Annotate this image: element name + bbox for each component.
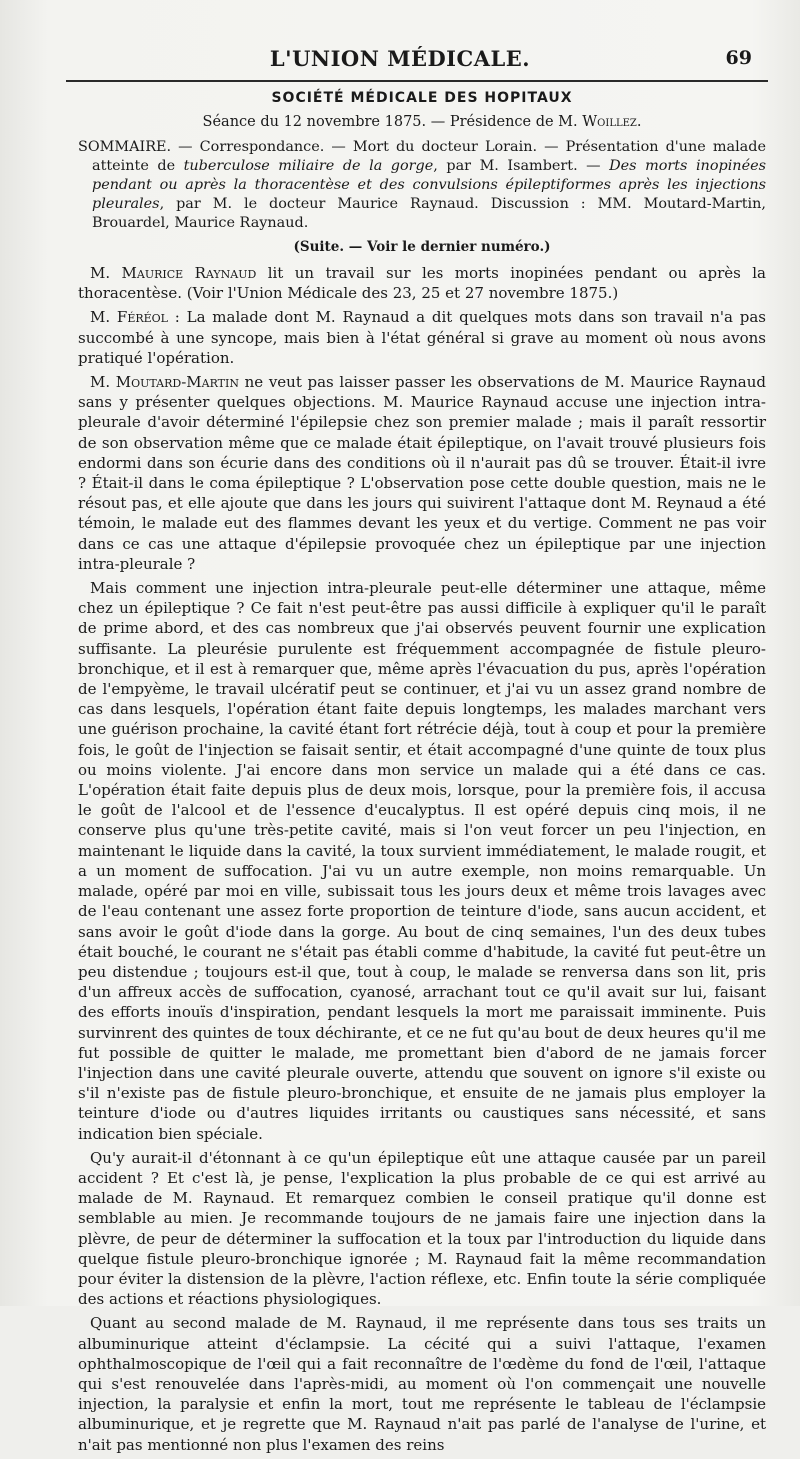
paragraph-text: Qu'y aurait-il d'étonnant à ce qu'un épileptique eût une attaque causée par un pareil accident ? Et c'est là, je pense, l'explication la plus probable de ce qui est arrivé au malade de M. Raynaud. Et remarquez combien le conseil pratique qu'il donne est semblable au mien. Je recommande toujours de ne jamais faire une injection dans la plèvre, de peur de déterminer la suffocation et la toux par l'introduction du liquide dans quelque fistule pleuro-bronchique ignorée ; M. Raynaud fait la même recommandation pour éviter la distension de la plèvre, l'action réflexe, etc. Enfin toute la série compliquée des actions et réactions physiologiques. [78, 1148, 766, 1309]
paragraph [78, 1313, 766, 1454]
session-president: Woillez. [582, 114, 642, 130]
continuation-note: (Suite. — Voir le dernier numéro.) [293, 239, 551, 255]
paragraph [78, 307, 766, 368]
paragraph [78, 263, 766, 303]
page-number: 69 [725, 47, 752, 69]
speaker: M. Maurice Raynaud [90, 264, 257, 282]
summary-text-1: — Correspondance. — Mort du docteur Lorain. — Présentation d'une malade atteinte de [92, 139, 766, 174]
summary-italic-2: Des morts inopinées pendant ou après la thoracentèse et des convulsions épileptiformes après les injections pleurales [92, 158, 766, 212]
header-rule [66, 80, 768, 82]
paragraph-text: Mais comment une injection intra-pleurale peut-elle déterminer une attaque, même chez un épileptique ? Ce fait n'est peut-être pas aussi difficile à expliquer qu'il le paraît de prime abord, et des cas nombreux que j'ai observés peuvent fournir une explication suffisante. La pleurésie purulente est fréquemment accompagnée de fistule pleuro-bronchique, et il est à remarquer que, même après l'évacuation du pus, après l'opération de l'empyème, le travail ulcératif peut se continuer, et j'ai vu un assez grand nombre de cas dans lesquels, l'opération étant faite depuis longtemps, les malades marchant vers une guérison prochaine, la cavité étant fort rétrécie déjà, tout à coup et pour la première fois, le goût de l'injection se faisait sentir, et était accompagné d'une quinte de toux plus ou moins violente. J'ai encore dans mon service un malade qui a été dans ce cas. L'opération était faite depuis plus de deux mois, lorsque, pour la première fois, il accusa le goût de l'alcool et de l'essence d'eucalyptus. Il est opéré depuis cinq mois, il ne conserve plus qu'une très-petite cavité, mais si l'on veut forcer un peu l'injection, en maintenant le liquide dans la cavité, la toux survient immédiatement, le malade rougit, et a un moment de suffocation. J'ai vu un autre exemple, non moins remarquable. Un malade, opéré par moi en ville, subissait tous les jours deux et même trois lavages avec de l'eau contenant une assez forte proportion de teinture d'iode, sans aucun accident, et sans avoir le goût d'iode dans la gorge. Au bout de cinq semaines, l'un des deux tubes était bouché, le courant ne s'était pas établi comme d'habitude, la cavité fut peut-être un peu distendue ; toujours est-il que, tout à coup, le malade se renversa dans son lit, pris d'un affreux accès de suffocation, cyanosé, arrachant tout ce qu'il avait sur lui, faisant des efforts inouïs d'inspiration, pendant lesquels la mort me paraissait imminente. Puis survinrent des quintes de toux déchirante, et ce ne fut qu'au bout de deux heures qu'il me fut possible de quitter le malade, me promettant bien d'abord de ne jamais forcer l'injection dans une cavité pleurale ouverte, attendu que souvent on ignore s'il existe ou s'il n'existe pas de fistule pleuro-bronchique, et ensuite de ne jamais plus employer la teinture d'iode ou d'autres liquides irritants ou caustiques sans nécessité, et sans indication bien spéciale. [78, 579, 766, 1143]
speaker: M. Féréol [90, 308, 168, 327]
article-body [78, 90, 766, 1459]
summary-italic-1: tuberculose miliaire de la gorge [183, 158, 434, 174]
summary-label: SOMMAIRE. [78, 139, 172, 155]
paragraph [78, 578, 766, 1144]
summary-text-3: , par M. le docteur Maurice Raynaud. Discussion : MM. Moutard-Martin, Brouardel, Maurice Raynaud. [92, 196, 766, 231]
section-title: SOCIÉTÉ MÉDICALE DES HOPITAUX [271, 90, 573, 106]
speaker: M. Moutard-Martin [90, 373, 239, 392]
summary [78, 138, 766, 233]
session-line [78, 114, 766, 130]
session-date: Séance du 12 novembre 1875. — Présidence de M. [202, 114, 578, 130]
journal-title: L'UNION MÉDICALE. [269, 46, 531, 71]
summary-text-2: , par M. Isambert. — [433, 158, 610, 174]
paragraph [78, 1148, 766, 1310]
paragraph [78, 372, 766, 574]
paragraph-text: lit un travail sur les morts inopinées pendant ou après la thoracentèse. (Voir l'Union Médicale des 23, 25 et 27 novembre 1875.) [78, 264, 766, 303]
paragraph-text: ne veut pas laisser passer les observations de M. Maurice Raynaud sans y présenter quelques objections. M. Maurice Raynaud accuse une injection intra-pleurale d'avoir déterminé l'épilepsie chez son premier malade ; mais il paraît ressortir de son observation même que ce malade était épileptique, on l'avait trouvé plusieurs fois endormi dans son écurie dans des conditions où il n'aurait pas dû se trouver. Était-il ivre ? Était-il dans le coma épileptique ? L'observation pose cette double question, mais ne le résout pas, et elle ajoute que dans les jours qui suivirent l'attaque dont M. Reynaud a été témoin, le malade eut des flammes devant les yeux et du vertige. Comment ne pas voir dans ce cas une attaque d'épilepsie provoquée chez un épileptique par une injection intra-pleurale ? [78, 373, 767, 573]
paragraph-text: : La malade dont M. Raynaud a dit quelques mots dans son travail n'a pas succombé à une syncope, mais bien à l'état général si grave au moment où nous avons pratiqué l'opération. [78, 308, 766, 367]
paragraph-text: Quant au second malade de M. Raynaud, il me représente dans tous ses traits un albuminurique atteint d'éclampsie. La cécité qui a suivi l'attaque, l'examen ophthalmoscopique de l'œil qui a fait reconnaître de l'œdème du fond de l'œil, l'attaque qui s'est renouvelée dans l'après-midi, au moment où l'on commençait une nouvelle injection, la paralysie et enfin la mort, tout me représente le tableau de l'éclampsie albuminurique, et je regrette que M. Raynaud n'ait pas parlé de l'analyse de l'urine, et n'ait pas mentionné non plus l'examen des reins [78, 1314, 766, 1454]
